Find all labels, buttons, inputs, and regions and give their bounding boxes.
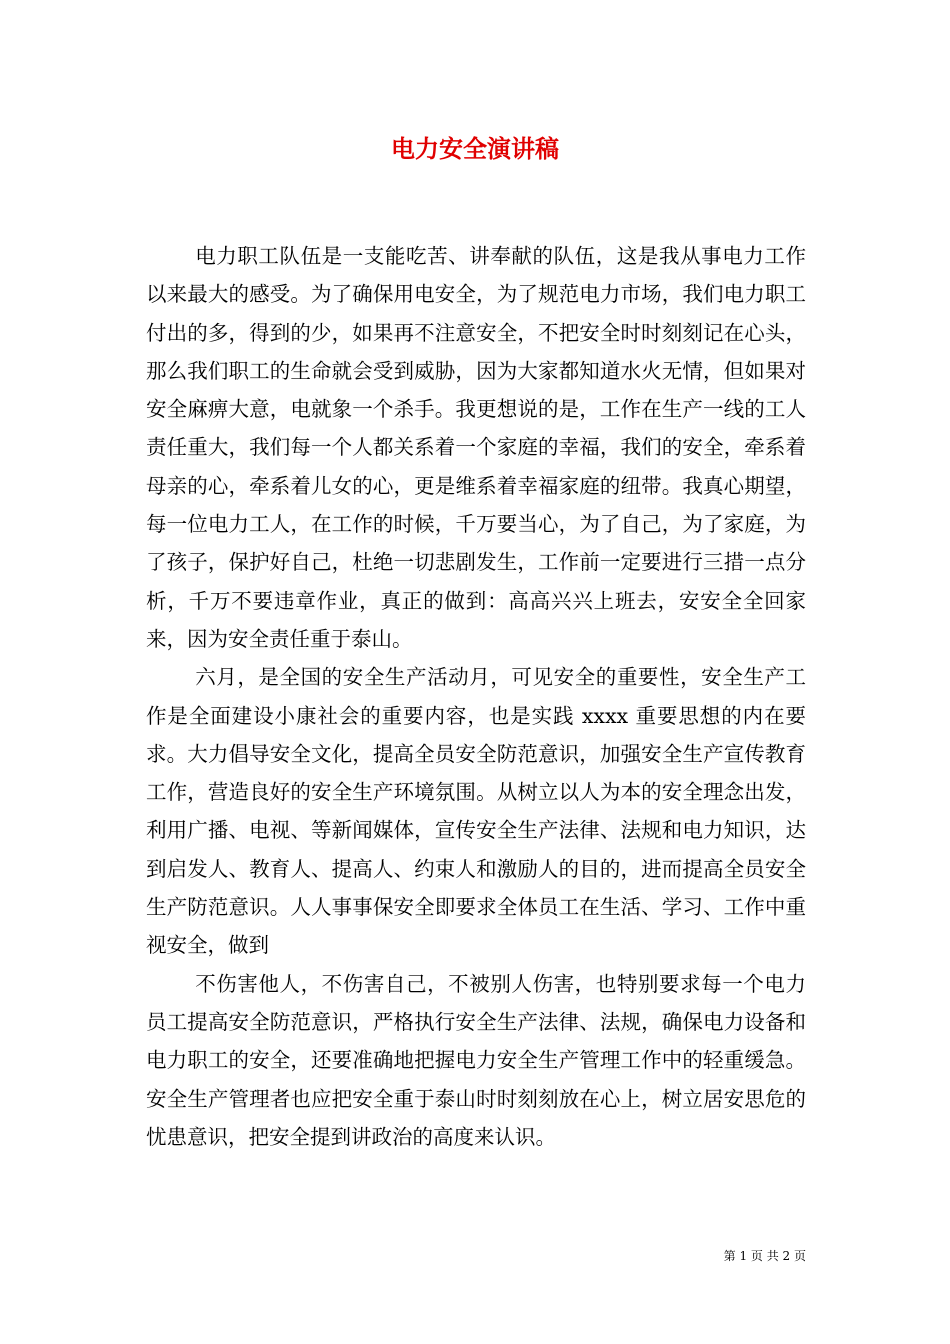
paragraph-1: 电力职工队伍是一支能吃苦、讲奉献的队伍，这是我从事电力工作以来最大的感受。为了确保用电安全，为了规范电力市场，我们电力职工付出的多，得到的少，如果再不注意安全，不把安全时时刻刻记在心头，那么我们职工的生命就会受到威胁，因为大家都知道水火无情，但如果对安全麻痹大意，电就象一个杀手。我更想说的是，工作在生产一线的工人责任重大，我们每一个人都关系着一个家庭的幸福，我们的安全，牵系着母亲的心，牵系着儿女的心，更是维系着幸福家庭的纽带。我真心期望，每一位电力工人，在工作的时候，千万要当心，为了自己，为了家庭，为了孩子，保护好自己，杜绝一切悲剧发生，工作前一定要进行三措一点分析，千万不要违章作业，真正的做到：高高兴兴上班去，安安全全回家来，因为安全责任重于泰山。 [146, 244, 806, 651]
document-body [146, 237, 806, 1156]
paragraph-2: 六月，是全国的安全生产活动月，可见安全的重要性，安全生产工作是全面建设小康社会的重要内容，也是实践 xxxx 重要思想的内在要求。大力倡导安全文化，提高全员安全防范意识，加强安全生产宣传教育工作，营造良好的安全生产环境氛围。从树立以人为本的安全理念出发，利用广播、电视、等新闻媒体，宣传安全生产法律、法规和电力知识，达到启发人、教育人、提高人、约束人和激励人的目的，进而提高全员安全生产防范意识。人人事事保安全即要求全体员工在生活、学习、工作中重视安全，做到 [146, 665, 806, 958]
paragraph-3: 不伤害他人，不伤害自己，不被别人伤害，也特别要求每一个电力员工提高安全防范意识，严格执行安全生产法律、法规，确保电力设备和电力职工的安全，还要准确地把握电力安全生产管理工作中的轻重缓急。安全生产管理者也应把安全重于泰山时时刻刻放在心上，树立居安思危的忧患意识，把安全提到讲政治的高度来认识。 [146, 971, 806, 1149]
page-title: 电力安全演讲稿 [391, 134, 559, 163]
page-number-footer: 第 1 页 共 2 页 [723, 1249, 806, 1263]
